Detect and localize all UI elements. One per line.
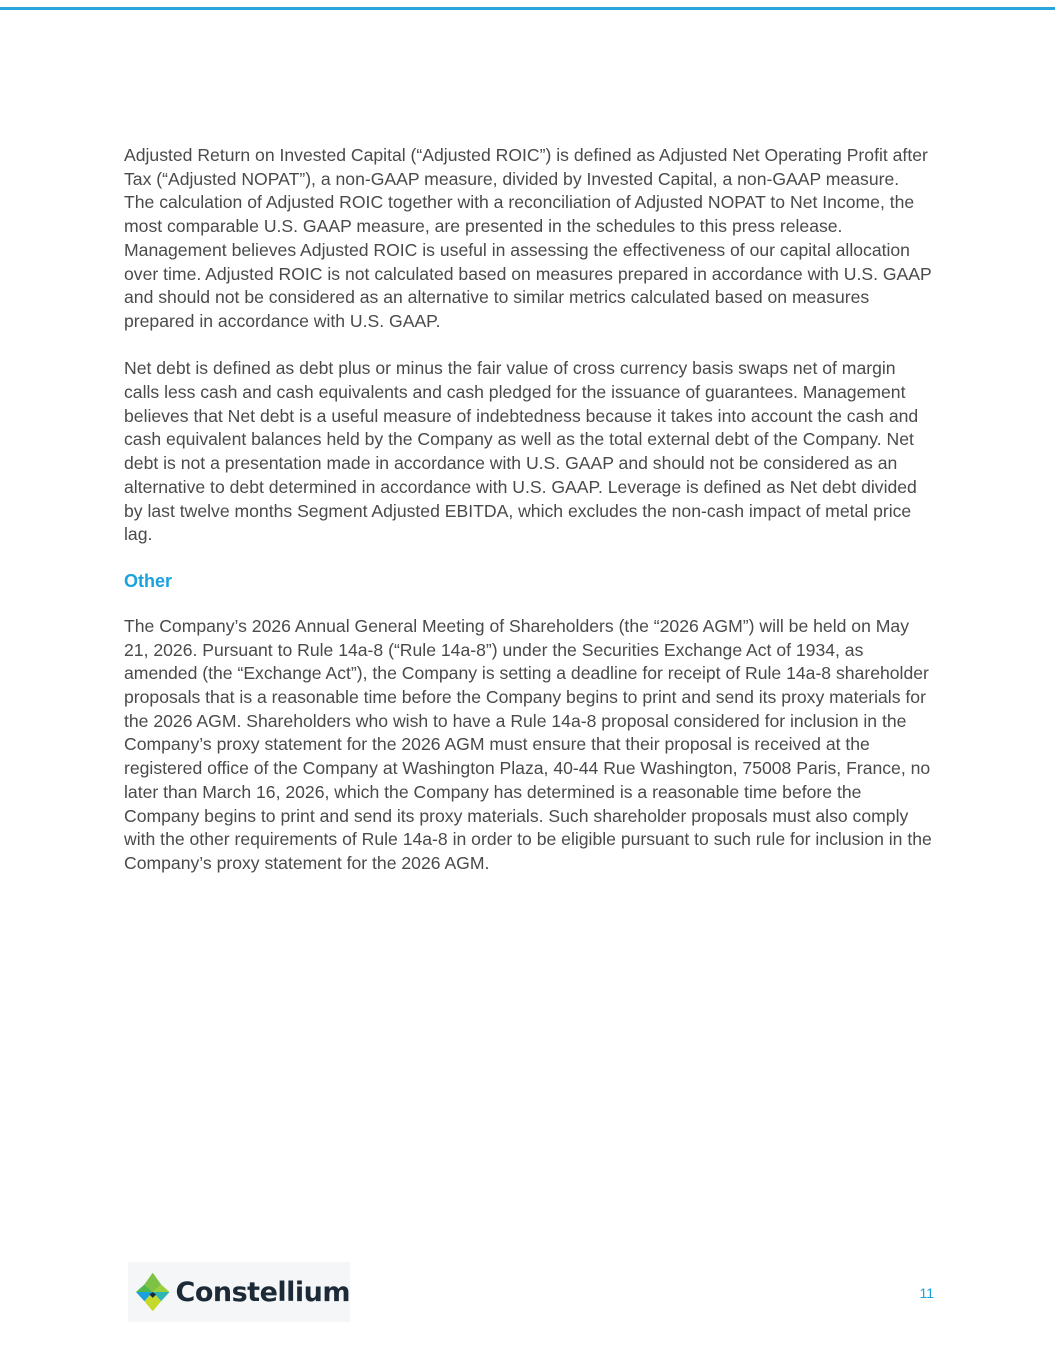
company-logo: [128, 1262, 350, 1322]
paragraph-annual-meeting: The Company’s 2026 Annual General Meeting of Shareholders (the “2026 AGM”) will be held on May 21, 2026. Pursuant to Rule 14a-8 (“Rule 14a-8”) under the Securities Exchange Act of 1934, as amended (the “Exchange Act”), the Company is setting a deadline for receipt of Rule 14a-8 shareholder proposals that is a reasonable time before the Company begins to print and send its proxy materials for the 2026 AGM. Shareholders who wish to have a Rule 14a-8 proposal considered for inclusion in the Company’s proxy statement for the 2026 AGM must ensure that their proposal is received at the registered office of the Company at Washington Plaza, 40-44 Rue Washington, 75008 Paris, France, no later than March 16, 2026, which the Company has determined is a reasonable time before the Company begins to print and send its proxy materials. Such shareholder proposals must also comply with the other requirements of Rule 14a-8 in order to be eligible pursuant to such rule for inclusion in the Company’s proxy statement for the 2026 AGM.: [124, 615, 932, 873]
section-heading-other: Other: [124, 570, 173, 591]
document-body: [124, 144, 934, 876]
paragraph-net-debt: Net debt is defined as debt plus or minus the fair value of cross currency basis swaps net of margin calls less cash and cash equivalents and cash pledged for the issuance of guarantees. Management believes that Net debt is a useful measure of indebtedness because it takes into account the cash and cash equivalent balances held by the Company as well as the total external debt of the Company. Net debt is not a presentation made in accordance with U.S. GAAP and should not be considered as an alternative to debt determined in accordance with U.S. GAAP. Leverage is defined as Net debt divided by last twelve months Segment Adjusted EBITDA, which excludes the non-cash impact of metal price lag.: [124, 358, 919, 545]
logo-wordmark: Constellium: [175, 1276, 350, 1308]
page-number: 11: [919, 1285, 934, 1301]
paragraph-adjusted-roic: Adjusted Return on Invested Capital (“Adjusted ROIC”) is defined as Adjusted Net Operating Profit after Tax (“Adjusted NOPAT”), a non-GAAP measure, divided by Invested Capital, a non-GAAP measure. The calculation of Adjusted ROIC together with a reconciliation of Adjusted NOPAT to Net Income, the most comparable U.S. GAAP measure, are presented in the schedules to this press release. Management believes Adjusted ROIC is useful in assessing the effectiveness of our capital allocation over time. Adjusted ROIC is not calculated based on measures prepared in accordance with U.S. GAAP and should not be considered as an alternative to similar metrics calculated based on measures prepared in accordance with U.S. GAAP.: [124, 145, 932, 331]
constellium-star-icon: [136, 1269, 170, 1315]
top-accent-rule: [0, 7, 1055, 10]
